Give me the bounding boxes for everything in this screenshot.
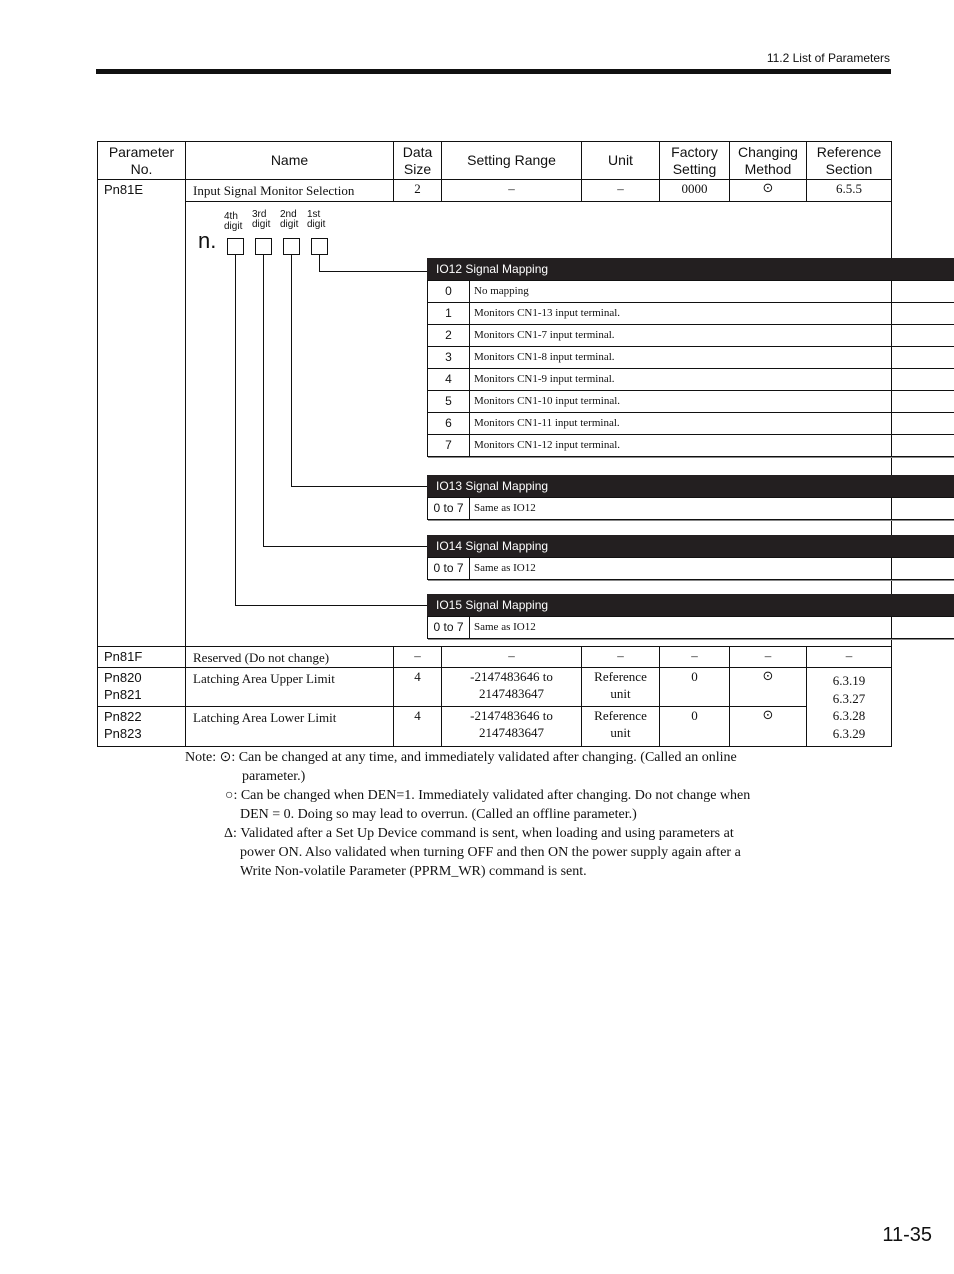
parameter-table: [97, 141, 892, 747]
list-item: 7 Monitors CN1-12 input terminal.: [427, 435, 954, 457]
col-header-factory: Factory Setting: [660, 142, 730, 180]
note-online: Note: ⊙: Can be changed at any time, and immediately validated after changing. (Called an online: [185, 750, 737, 765]
list-item: 1 Monitors CN1-13 input terminal.: [427, 303, 954, 325]
digit-label-4th: 4th digit: [224, 211, 243, 232]
data-size: –: [394, 647, 442, 668]
reference-section-shared: 6.3.19 6.3.27 6.3.28 6.3.29: [807, 668, 892, 747]
col-header-param: Parameter No.: [98, 142, 186, 180]
list-item: 5 Monitors CN1-10 input terminal.: [427, 391, 954, 413]
unit: Reference unit: [582, 668, 660, 707]
digit-box-4th: [227, 238, 244, 255]
col-header-reference: Reference Section: [807, 142, 892, 180]
list-item: 0 to 7 Same as IO12: [427, 557, 954, 580]
unit: Reference unit: [582, 707, 660, 747]
digit-label-1st: 1st digit: [307, 209, 326, 230]
note-offline-cont: DEN = 0. Doing so may lead to overrun. (Called an offline parameter.): [240, 807, 637, 822]
running-header: 11.2 List of Parameters: [766, 51, 890, 65]
io12-mapping-table: [427, 258, 954, 457]
digit-box-2nd: [283, 238, 300, 255]
io13-title: IO13 Signal Mapping: [427, 475, 954, 497]
digit-diagram-cell: [186, 202, 892, 647]
unit: –: [582, 180, 660, 202]
connector-arm-2nd: [291, 486, 427, 487]
connector-arm-3rd: [263, 546, 427, 547]
list-item: 6 Monitors CN1-11 input terminal.: [427, 413, 954, 435]
table-row-diagram: [98, 202, 892, 647]
list-item: 0 No mapping: [427, 280, 954, 303]
table-row: [98, 707, 892, 747]
param-name: Latching Area Lower Limit: [186, 707, 394, 747]
unit: –: [582, 647, 660, 668]
list-item: 3 Monitors CN1-8 input terminal.: [427, 347, 954, 369]
factory-setting: –: [660, 647, 730, 668]
param-number: Pn81F: [98, 647, 186, 668]
list-item: 0 to 7 Same as IO12: [427, 616, 954, 639]
header-rule: [96, 69, 891, 74]
col-header-name: Name: [186, 142, 394, 180]
connector-line-3rd: [263, 255, 264, 546]
io15-title: IO15 Signal Mapping: [427, 594, 954, 616]
param-name: Reserved (Do not change): [186, 647, 394, 668]
reference-section: 6.5.5: [807, 180, 892, 202]
connector-line-1st: [319, 255, 320, 271]
setting-range: –: [442, 647, 582, 668]
factory-setting: 0: [660, 668, 730, 707]
io12-title: IO12 Signal Mapping: [427, 258, 954, 280]
param-number: Pn820 Pn821: [98, 668, 186, 707]
io15-mapping-table: [427, 594, 954, 639]
digit-label-2nd: 2nd digit: [280, 209, 299, 230]
io13-mapping-table: [427, 475, 954, 520]
setting-range: -2147483646 to 2147483647: [442, 668, 582, 707]
io14-title: IO14 Signal Mapping: [427, 535, 954, 557]
data-size: 4: [394, 668, 442, 707]
list-item: 2 Monitors CN1-7 input terminal.: [427, 325, 954, 347]
note-offline: ○: Can be changed when DEN=1. Immediately validated after changing. Do not change when: [225, 788, 751, 803]
table-row: [98, 647, 892, 668]
setting-range: –: [442, 180, 582, 202]
factory-setting: 0000: [660, 180, 730, 202]
note-online-cont: parameter.): [242, 769, 306, 784]
setting-range: -2147483646 to 2147483647: [442, 707, 582, 747]
connector-line-4th: [235, 255, 236, 605]
digit-label-3rd: 3rd digit: [252, 209, 271, 230]
col-header-range: Setting Range: [442, 142, 582, 180]
note-setup: Δ: Validated after a Set Up Device command is sent, when loading and using parameters at: [224, 826, 734, 841]
data-size: 4: [394, 707, 442, 747]
reference-section: –: [807, 647, 892, 668]
connector-line-2nd: [291, 255, 292, 486]
col-header-changing: Changing Method: [730, 142, 807, 180]
param-name: Input Signal Monitor Selection: [186, 180, 394, 202]
notes: [185, 748, 750, 881]
table-header-row: [98, 142, 892, 180]
factory-setting: 0: [660, 707, 730, 747]
col-header-unit: Unit: [582, 142, 660, 180]
digit-box-1st: [311, 238, 328, 255]
io14-mapping-table: [427, 535, 954, 580]
param-number: Pn822 Pn823: [98, 707, 186, 747]
param-number: Pn81E: [98, 180, 186, 647]
connector-arm-1st: [319, 271, 427, 272]
n-prefix: n.: [198, 228, 217, 253]
data-size: 2: [394, 180, 442, 202]
connector-arm-4th: [235, 605, 427, 606]
param-name: Latching Area Upper Limit: [186, 668, 394, 707]
list-item: 0 to 7 Same as IO12: [427, 497, 954, 520]
table-row: [98, 180, 892, 202]
note-setup-cont2: Write Non-volatile Parameter (PPRM_WR) command is sent.: [240, 864, 587, 879]
changing-method: –: [730, 647, 807, 668]
list-item: 4 Monitors CN1-9 input terminal.: [427, 369, 954, 391]
changing-method-online-icon: ⊙: [730, 707, 807, 747]
table-row: [98, 668, 892, 707]
col-header-size: Data Size: [394, 142, 442, 180]
changing-method-online-icon: ⊙: [730, 668, 807, 707]
page-number: 11-35: [882, 1224, 932, 1246]
changing-method-online-icon: ⊙: [730, 180, 807, 202]
digit-box-3rd: [255, 238, 272, 255]
note-setup-cont1: power ON. Also validated when turning OFF and then ON the power supply again after a: [240, 845, 741, 860]
